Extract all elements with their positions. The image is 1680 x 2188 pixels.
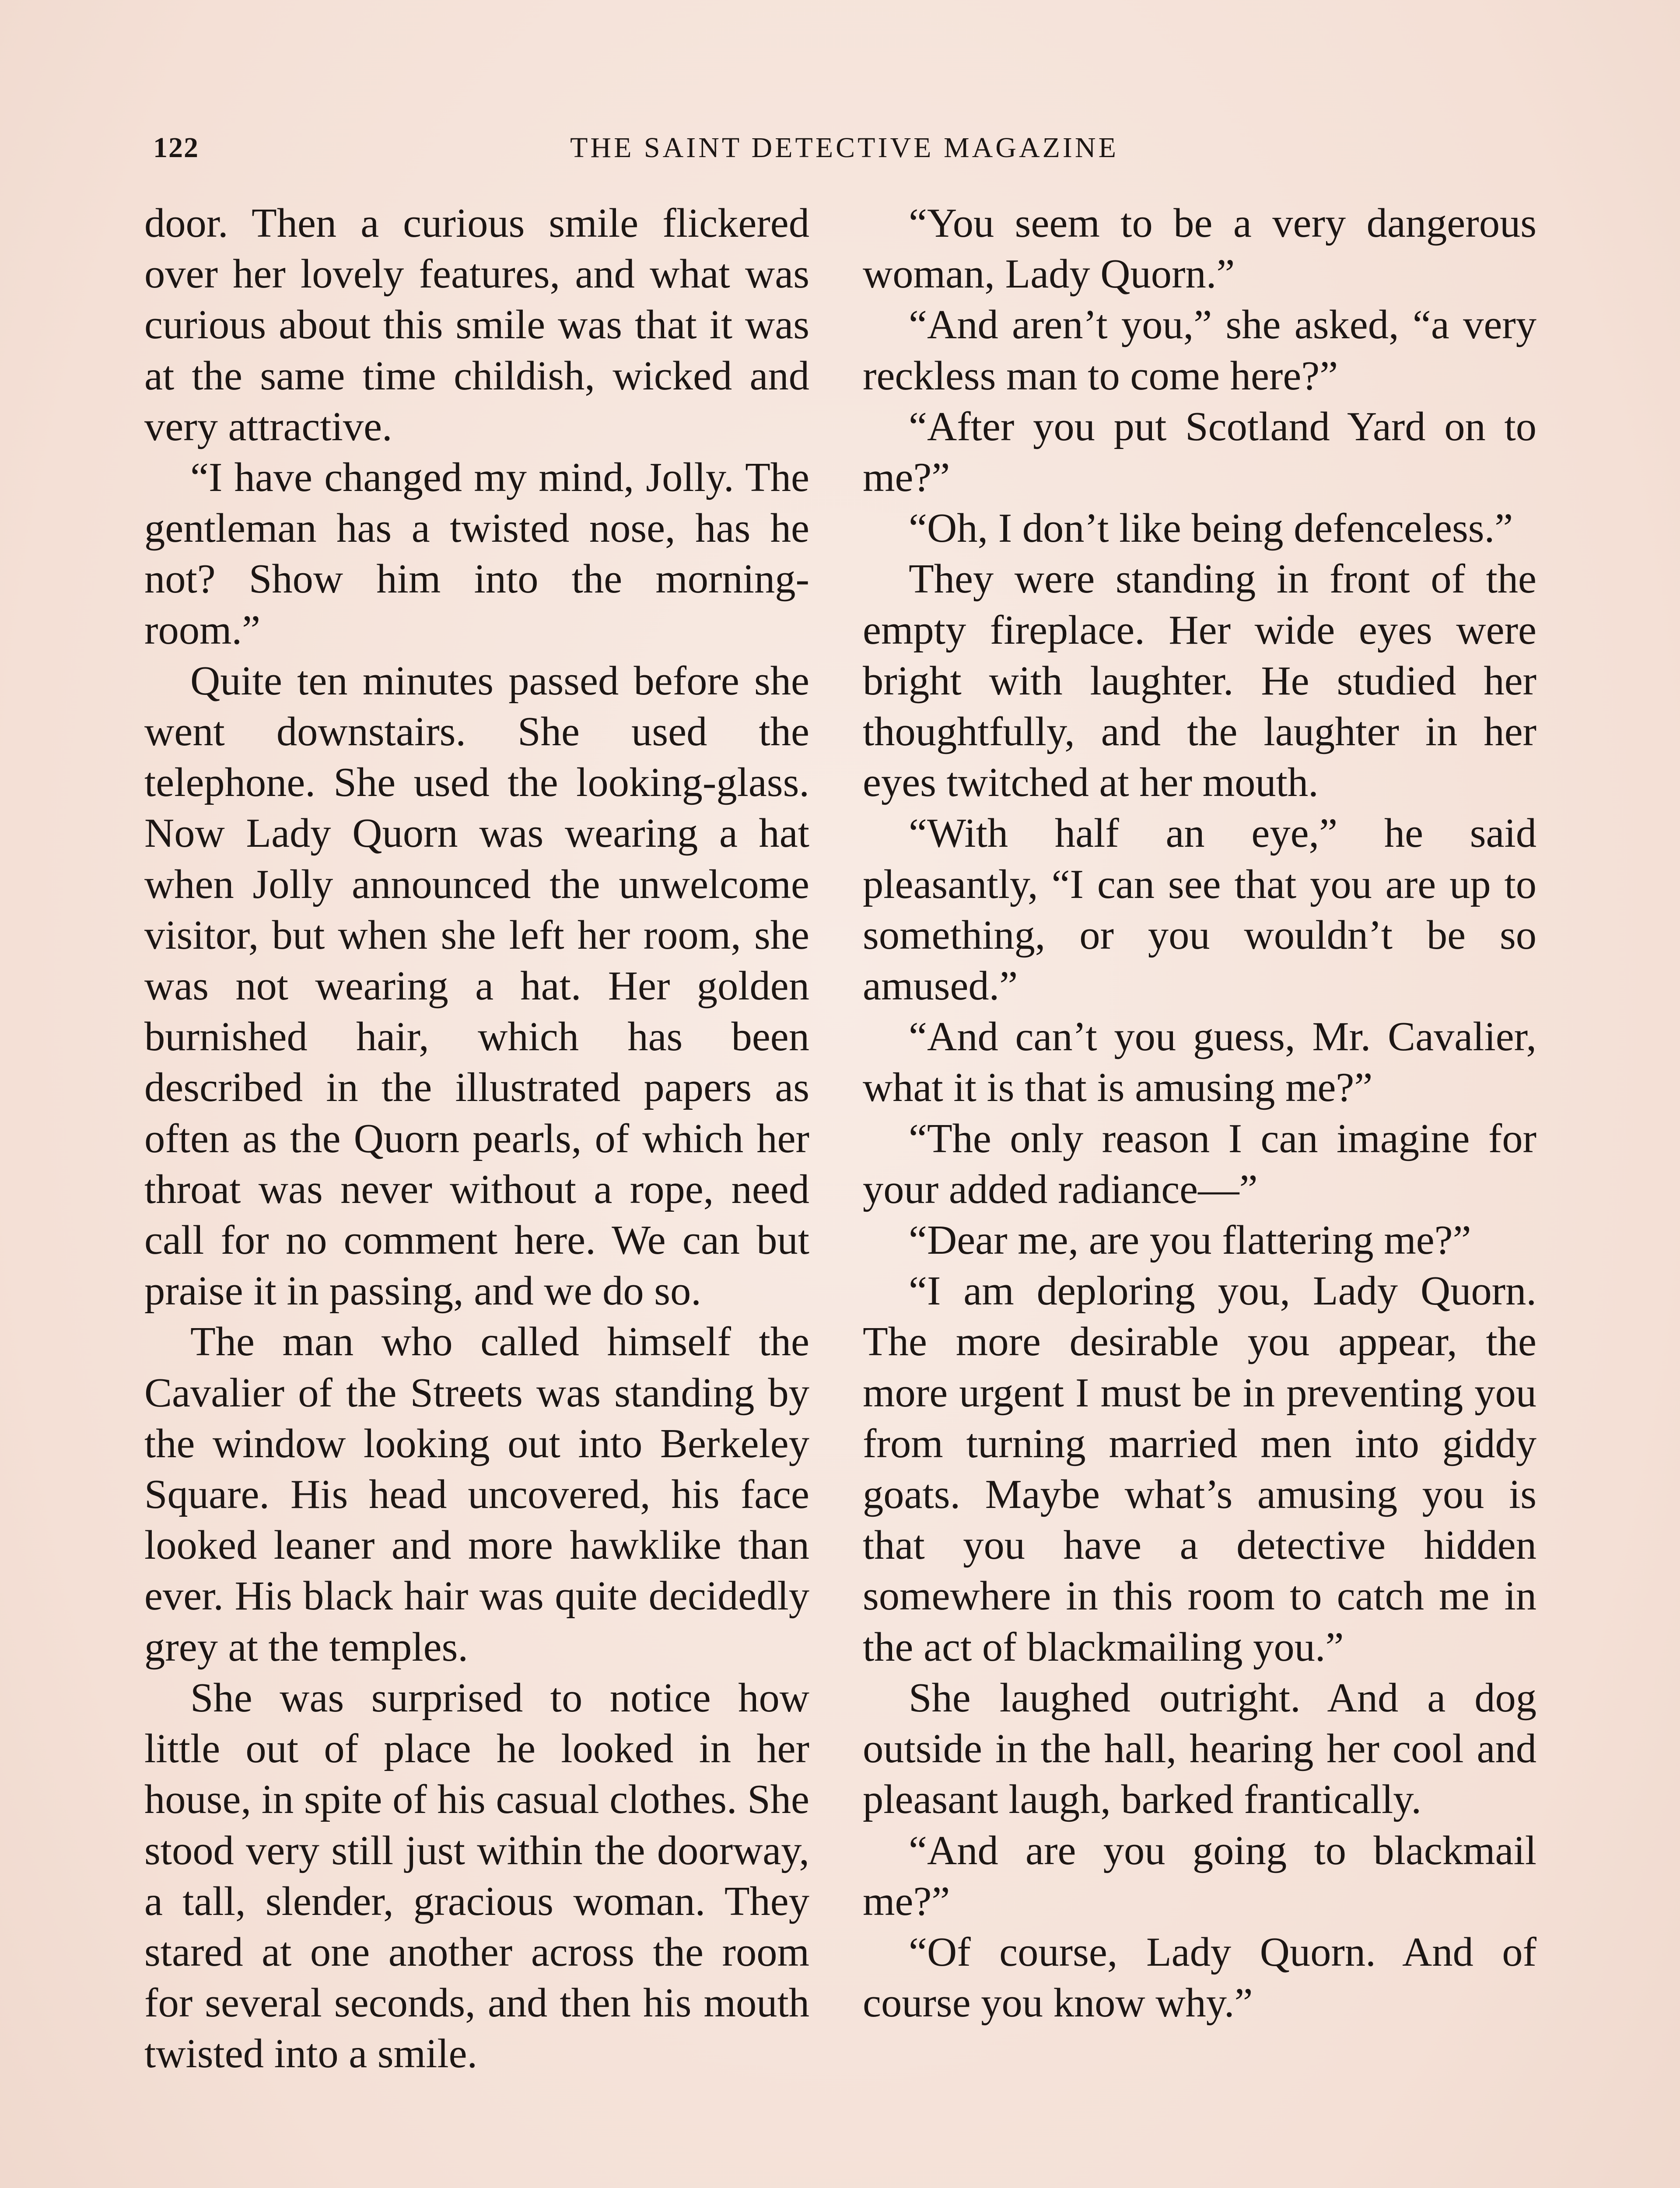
paragraph: “And are you going to blackmail me?” <box>863 1827 1536 1924</box>
paragraph: “I am deploring you, Lady Quorn. The more desirable you appear, the more urgent I must be in preventing you from turning married men into giddy goats. Maybe what’s amusing you is that you have a detective hidden somewhere in this room to catch me in the act of blackmailing you.” <box>863 1268 1536 1670</box>
paragraph: She laughed outright. And a dog outside in the hall, hearing her cool and pleasant laugh, barked frantically. <box>863 1675 1536 1823</box>
page-number: 122 <box>153 132 199 164</box>
paragraph: “And can’t you guess, Mr. Cavalier, what it is that is amusing me?” <box>863 1014 1536 1111</box>
paragraph: “Oh, I don’t like being defenceless.” <box>909 505 1513 551</box>
paragraph: She was surprised to notice how little out of place he looked in her house, in spite of his casual clothes. She stood very still just within the doorway, a tall, slender, gracious woman. They stared at one another across the room for several seconds, and then his mouth twisted into a smile. <box>144 1675 809 2077</box>
paragraph: They were standing in front of the empty fireplace. Her wide eyes were bright with laughter. He studied her thoughtfully, and the laughter in her eyes twitched at her mouth. <box>863 556 1536 806</box>
page-header <box>149 131 1540 175</box>
paragraph: “And aren’t you,” she asked, “a very reckless man to come here?” <box>863 302 1536 399</box>
right-column <box>863 198 1536 2028</box>
paragraph: “I have changed my mind, Jolly. The gentleman has a twisted nose, has he not? Show him into the morning-room.” <box>144 455 809 653</box>
left-column <box>144 198 809 2079</box>
paragraph: “You seem to be a very dangerous woman, Lady Quorn.” <box>863 200 1536 297</box>
paragraph: Quite ten minutes passed before she went downstairs. She used the telephone. She used the looking-glass. Now Lady Quorn was wearing a hat when Jolly announced the unwelcome visitor, but when she left her room, she was not wearing a hat. Her golden burnished hair, which has been described in the illustrated papers as often as the Quorn pearls, of which her throat was never without a rope, need call for no comment here. We can but praise it in passing, and we do so. <box>144 658 809 1314</box>
paragraph: “Of course, Lady Quorn. And of course you know why.” <box>863 1929 1536 2026</box>
paragraph: The man who called himself the Cavalier of the Streets was standing by the window looking out into Berkeley Square. His head uncovered, his face looked leaner and more hawklike than ever. His black hair was quite decidedly grey at the temples. <box>144 1319 809 1670</box>
paragraph: “With half an eye,” he said pleasantly, “I can see that you are up to something, or you wouldn’t be so amused.” <box>863 810 1536 1009</box>
paragraph: “The only reason I can imagine for your added radiance—” <box>863 1115 1536 1212</box>
paragraph: “Dear me, are you flattering me?” <box>909 1217 1471 1263</box>
paragraph: door. Then a curious smile flickered over her lovely features, and what was curious about this smile was that it was at the same time childish, wicked and very attractive. <box>144 200 809 449</box>
paragraph: “After you put Scotland Yard on to me?” <box>863 403 1536 501</box>
running-title: THE SAINT DETECTIVE MAGAZINE <box>570 132 1119 164</box>
